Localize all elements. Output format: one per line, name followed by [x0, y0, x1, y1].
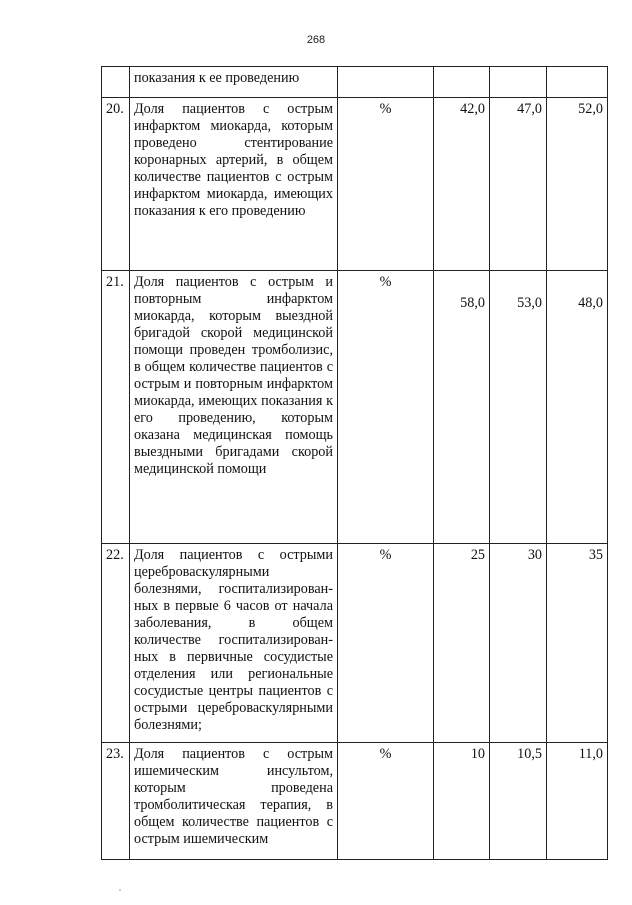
table-row [102, 743, 608, 860]
row-number-cell [102, 67, 130, 98]
table-row-continuation [102, 67, 608, 98]
table-row [102, 98, 608, 271]
value-year-1: 10 [434, 743, 490, 860]
value-year-3: 35 [547, 544, 608, 743]
unit: % [338, 544, 434, 743]
value-year-2: 53,0 [490, 271, 547, 544]
table-row [102, 271, 608, 544]
indicator-name-cell [130, 544, 338, 743]
unit: % [338, 743, 434, 860]
indicator-name: Доля пациентов с острым инфарктом миокарда, которым проведено стентирование коронарных артерий, в общем количестве пациентов с острым инфарктом миокарда, имеющих показания к его проведению [134, 101, 333, 219]
value-year-2: 30 [490, 544, 547, 743]
table-row [102, 544, 608, 743]
indicators-table [101, 66, 608, 860]
value-year-3: 48,0 [547, 271, 608, 544]
unit: % [338, 98, 434, 271]
row-number: 23. [102, 743, 130, 860]
value-year-1: 58,0 [434, 271, 490, 544]
value-year-1: 25 [434, 544, 490, 743]
value-cell-1 [434, 67, 490, 98]
value-year-2: 47,0 [490, 98, 547, 271]
indicator-name: Доля пациентов с острыми цереброваскулярными болезнями, госпитализированных в первые 6 часов от начала заболевания, в общем количестве госпитализированных в первичные сосудистые отделения или региональные сосудистые центры пациентов с острыми цереброваскулярными болезнями; [134, 547, 333, 733]
value-year-3: 52,0 [547, 98, 608, 271]
value-cell-2 [490, 67, 547, 98]
unit-cell [338, 67, 434, 98]
indicator-name-cell [130, 271, 338, 544]
indicator-name: Доля пациентов с острым и повторным инфарктом миокарда, которым выездной бригадой скорой медицинской помощи проведен тромболизис, в общем количестве пациентов с острым и повторным инфарктом миокарда, имеющих показания к его проведению, которым оказана медицинская помощь выездными бригадами скорой медицинской помощи [134, 274, 333, 477]
scan-artifact [119, 889, 121, 891]
row-number: 20. [102, 98, 130, 271]
row-number: 22. [102, 544, 130, 743]
page-number: 268 [306, 34, 326, 46]
row-number: 21. [102, 271, 130, 544]
indicator-name-cell [130, 67, 338, 98]
value-cell-3 [547, 67, 608, 98]
value-year-1: 42,0 [434, 98, 490, 271]
indicator-name: показания к ее проведению [134, 70, 300, 86]
indicator-name: Доля пациентов с острым ишемическим инсультом, которым проведена тромболитическая терапия, в общем количестве пациентов с острым ишемическим [134, 746, 333, 847]
indicator-name-cell [130, 98, 338, 271]
value-year-2: 10,5 [490, 743, 547, 860]
indicator-name-cell [130, 743, 338, 860]
value-year-3: 11,0 [547, 743, 608, 860]
unit: % [338, 271, 434, 544]
